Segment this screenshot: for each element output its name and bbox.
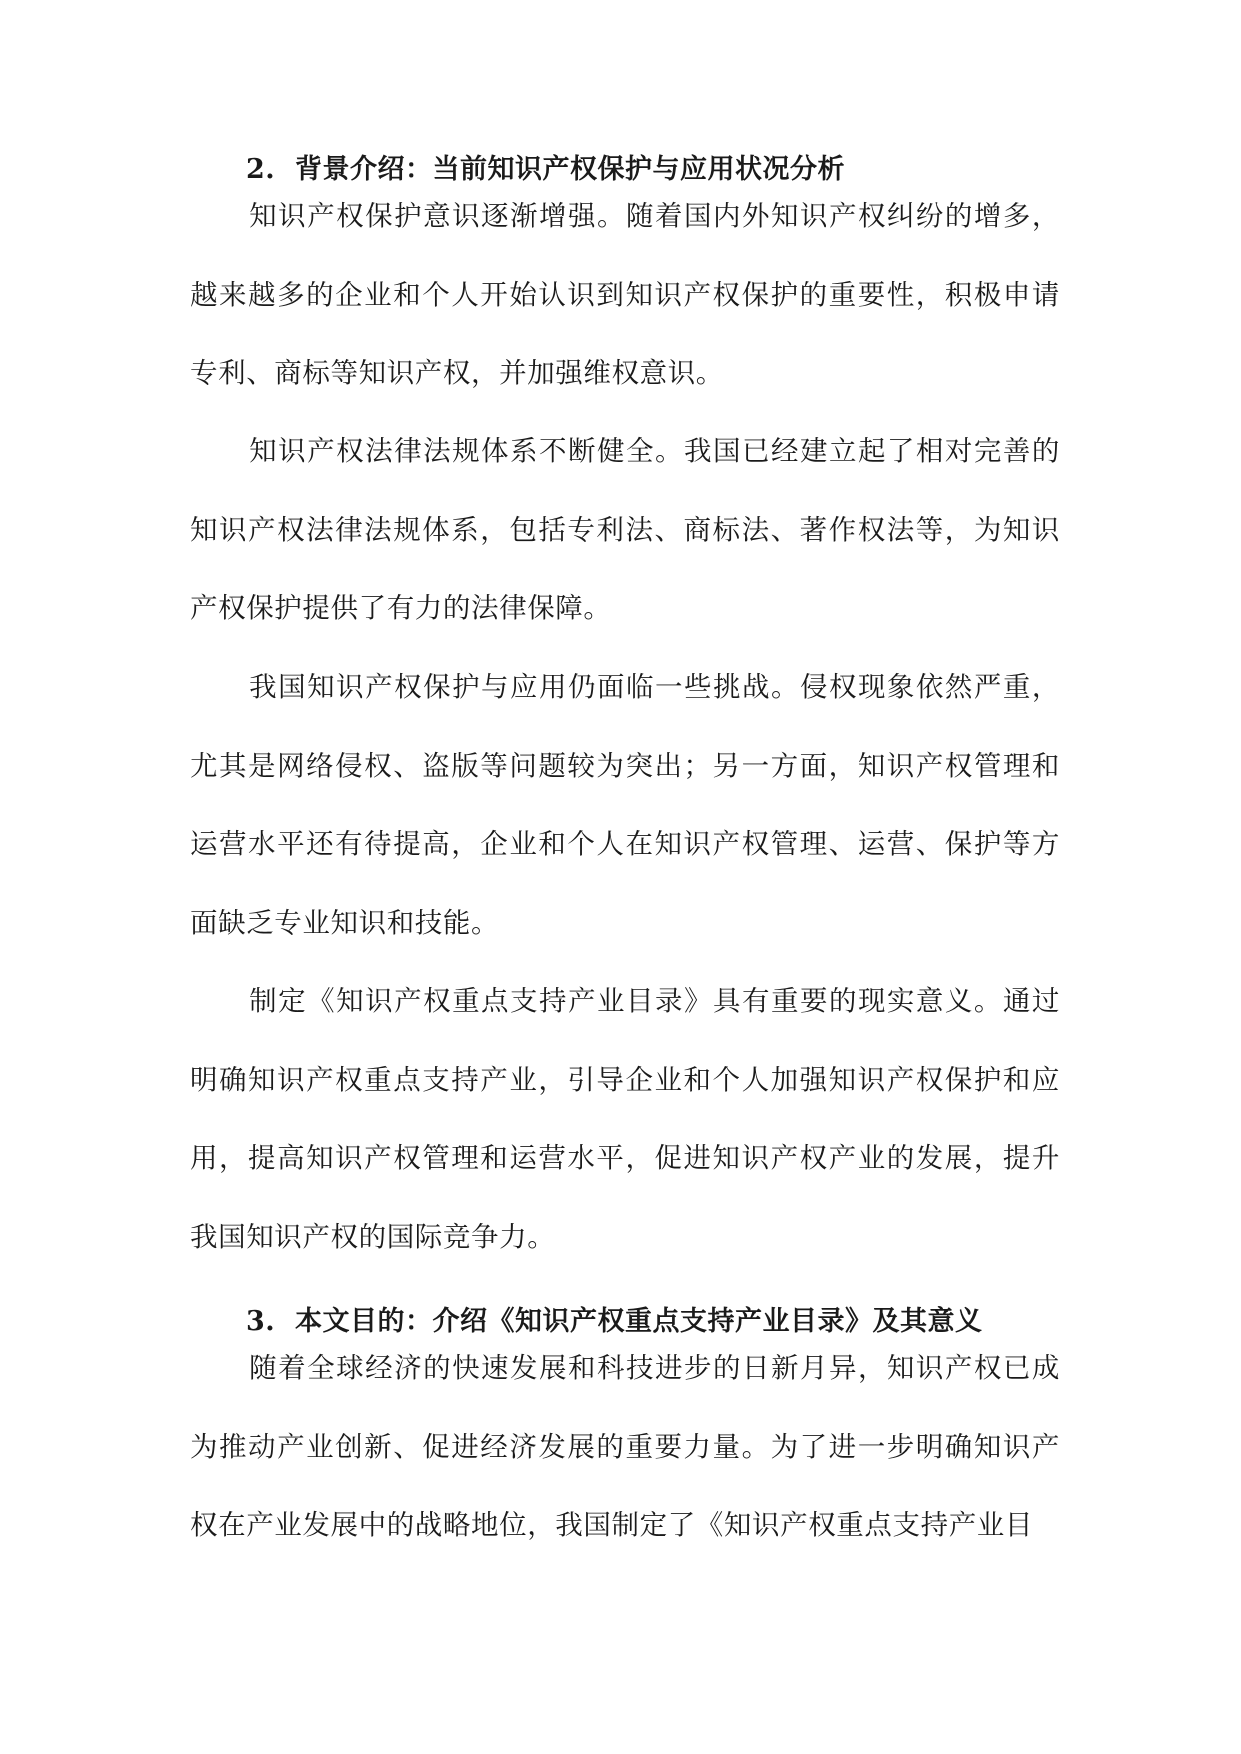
section-2-title: 背景介绍：当前知识产权保护与应用状况分析 [295,154,845,185]
section-2-paragraph-1: 知识产权保护意识逐渐增强。随着国内外知识产权纠纷的增多，越来越多的企业和个人开始认识到知识产权保护的重要性，积极申请专利、商标等知识产权，并加强维权意识。 [190,200,1060,389]
section-2-number: 2. [246,154,276,185]
section-3-number: 3. [246,1306,276,1337]
section-2-paragraph-4: 制定《知识产权重点支持产业目录》具有重要的现实意义。通过明确知识产权重点支持产业，引导企业和个人加强知识产权保护和应用，提高知识产权管理和运营水平，促进知识产权产业的发展，提升我国知识产权的国际竞争力。 [190,985,1060,1253]
section-3-paragraph-1: 随着全球经济的快速发展和科技进步的日新月异，知识产权已成为推动产业创新、促进经济发展的重要力量。为了进一步明确知识产权在产业发展中的战略地位，我国制定了《知识产权重点支持产业目 [190,1352,1060,1541]
section-3-title: 本文目的：介绍《知识产权重点支持产业目录》及其意义 [295,1306,983,1337]
section-2-paragraph-2: 知识产权法律法规体系不断健全。我国已经建立起了相对完善的知识产权法律法规体系，包括专利法、商标法、著作权法等，为知识产权保护提供了有力的法律保障。 [190,435,1060,624]
section-2-paragraph-3: 我国知识产权保护与应用仍面临一些挑战。侵权现象依然严重，尤其是网络侵权、盗版等问题较为突出；另一方面，知识产权管理和运营水平还有待提高，企业和个人在知识产权管理、运营、保护等方面缺乏专业知识和技能。 [190,671,1060,939]
